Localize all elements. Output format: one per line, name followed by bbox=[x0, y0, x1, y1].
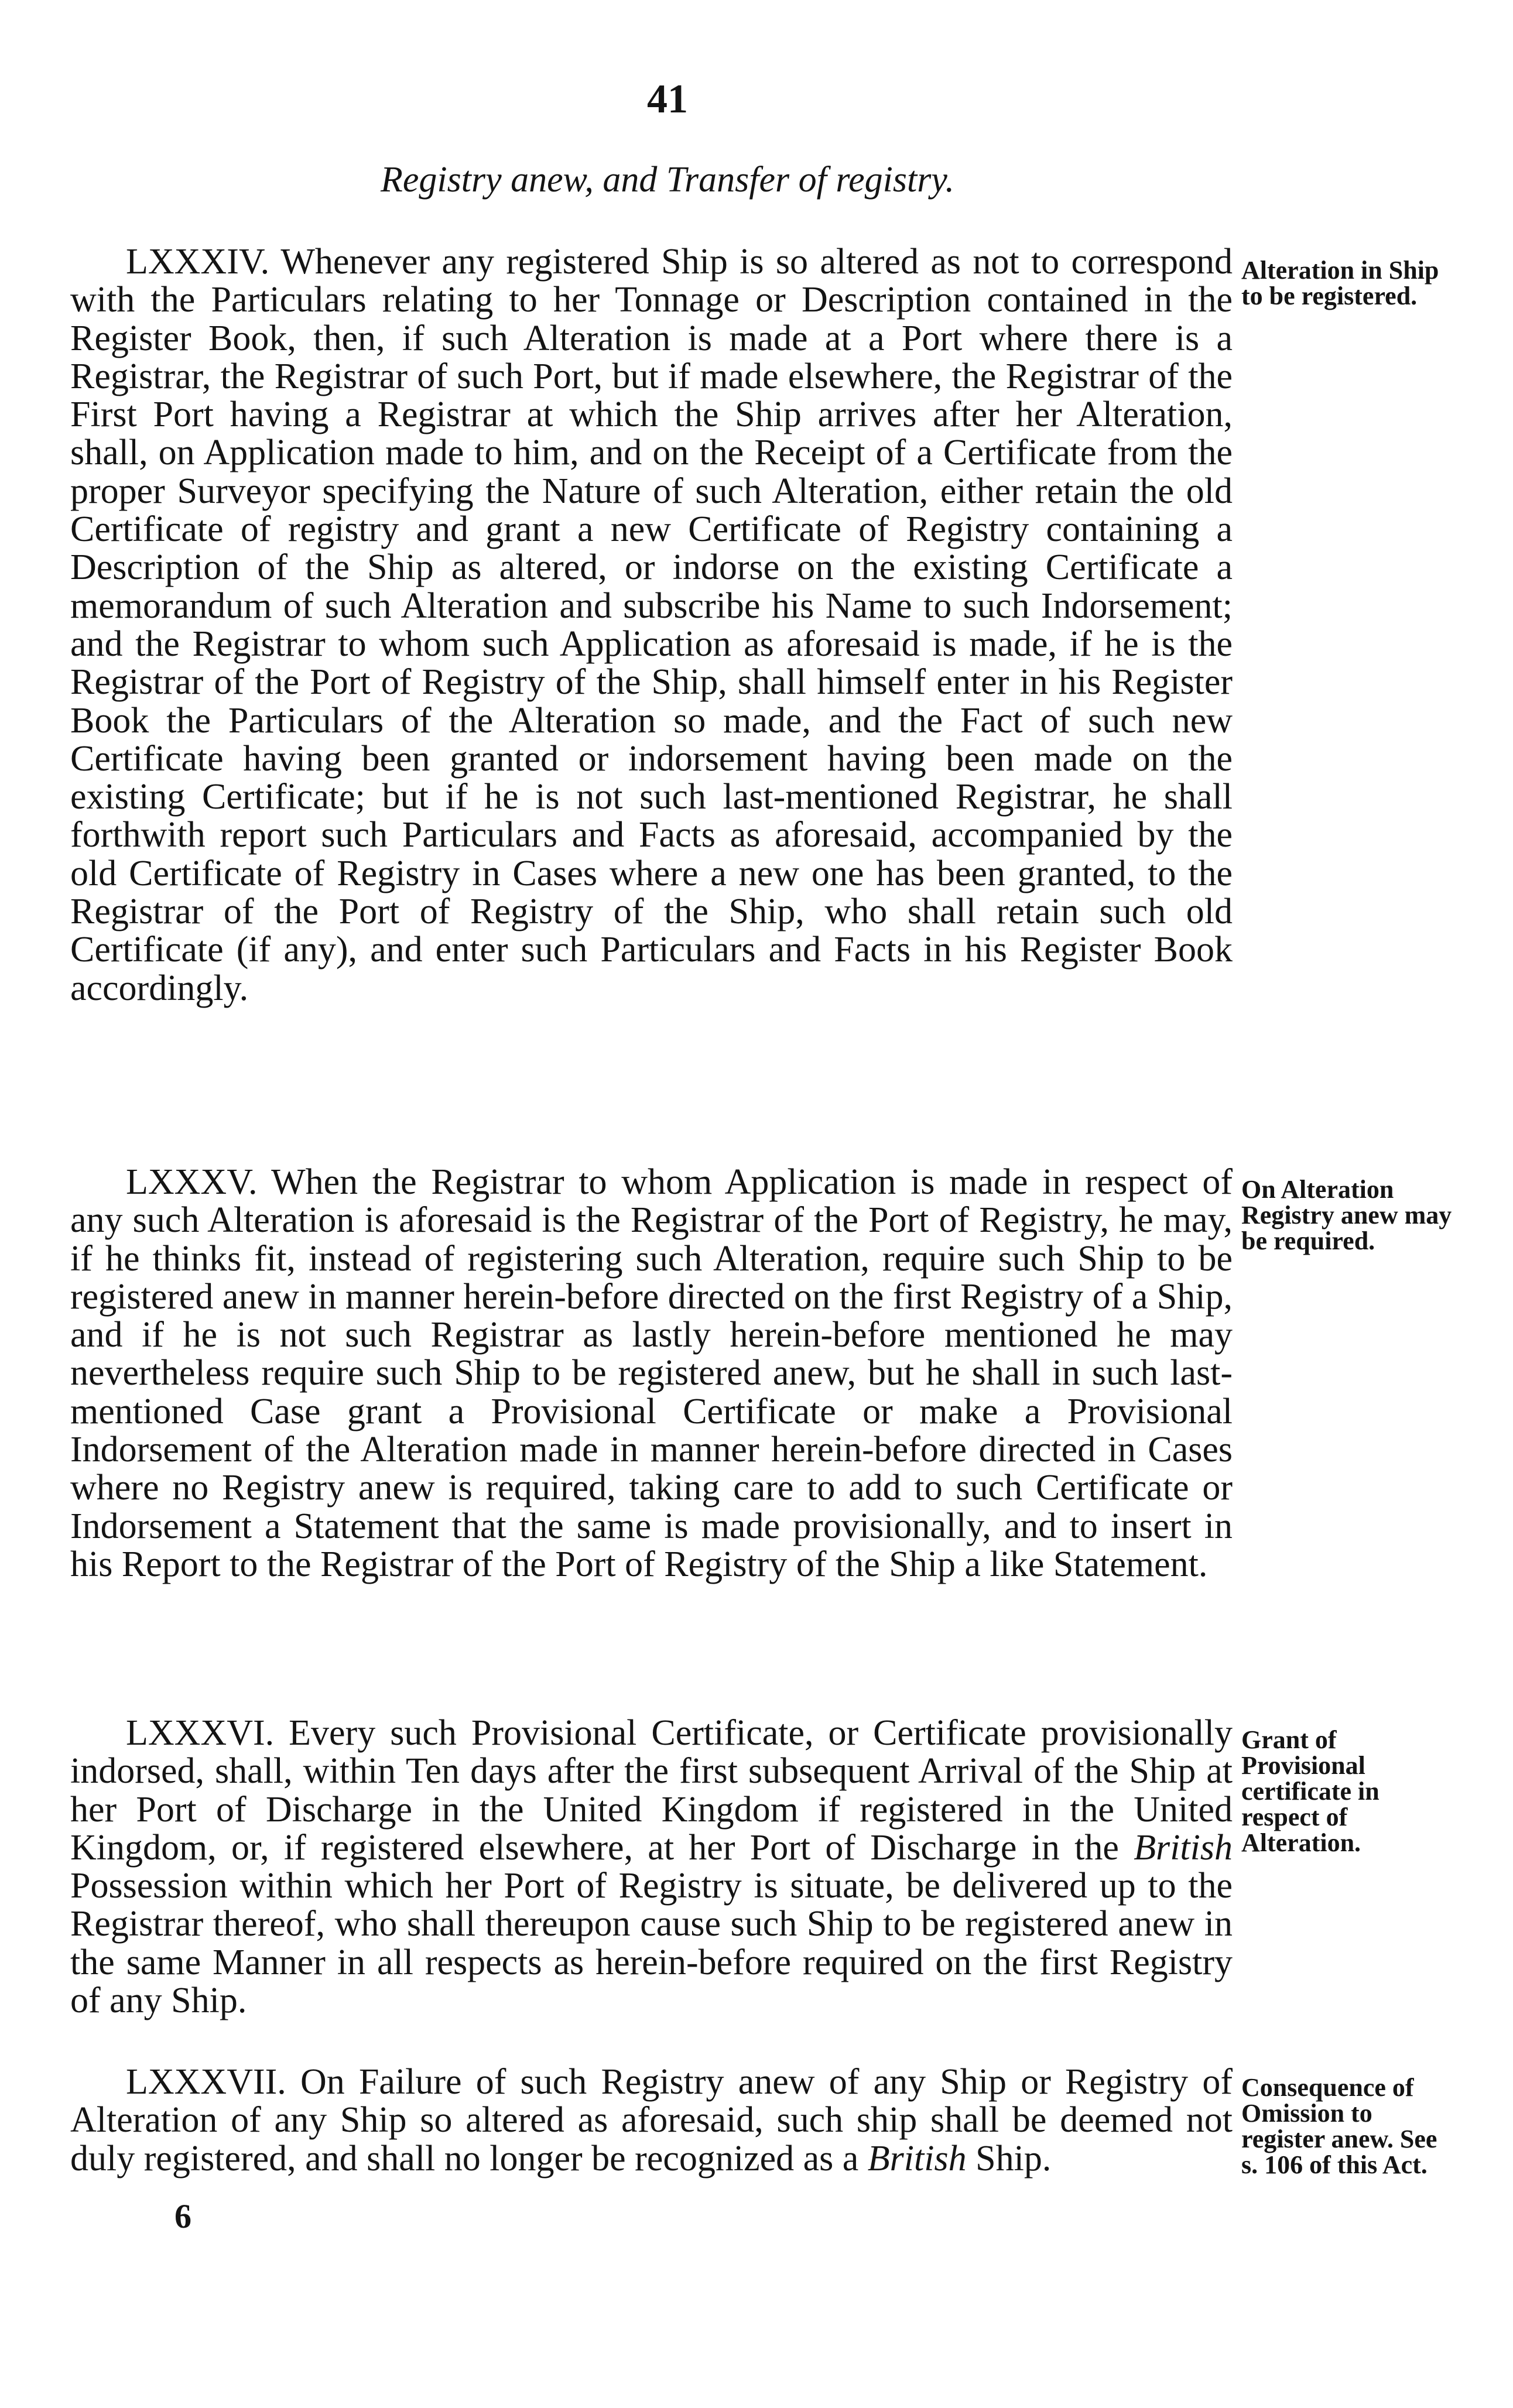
marginal-note-lxxxv: On Alteration Registry anew may be required. bbox=[1241, 1175, 1452, 1255]
section-number: LXXXVI. bbox=[126, 1713, 275, 1753]
running-head: Registry anew, and Transfer of registry. bbox=[381, 160, 954, 200]
section-number: LXXXIV. bbox=[126, 242, 270, 282]
section-number: LXXXV. bbox=[126, 1162, 258, 1202]
section-lxxxvii bbox=[70, 2063, 1233, 2178]
signature-mark: 6 bbox=[174, 2197, 191, 2235]
section-lxxxiv bbox=[70, 243, 1233, 1008]
section-lxxxv bbox=[70, 1163, 1233, 1584]
section-text: When the Registrar to whom Application is made in respect of any such Alteration is aforesaid is the Registrar of the Port of Registry, he may, if he thinks fit, instead of registering such Alteration, require such Ship to be registered anew in manner herein-before directed on the first Registry of a Ship, and if he is not such Registrar as lastly herein-before mentioned he may nevertheless require such Ship to be registered anew, but he shall in such last-mentioned Case grant a Provisional Certificate or make a Provisional Indorsement of the Alteration made in manner herein-before directed in Cases where no Registry anew is required, taking care to add to such Certificate or Indorsement a Statement that the same is made provisionally, and to insert in his Report to the Registrar of the Port of Registry of the Ship a like Statement. bbox=[70, 1162, 1233, 1584]
section-text-before: Every such Provisional Certificate, or Certificate provisionally indorsed, shall, within Ten days after the first subsequent Arrival of the Ship at her Port of Discharge in the United Kingdom if registered in the United Kingdom, or, if registered elsewhere, at her Port of Discharge in the bbox=[70, 1713, 1233, 1868]
section-text-after: Ship. bbox=[966, 2138, 1052, 2178]
section-text: Whenever any registered Ship is so altered as not to correspond with the Particulars relating to her Tonnage or Description contained in the Register Book, then, if such Alteration is made at a Port where there is a Registrar, the Registrar of such Port, but if made elsewhere, the Registrar of the First Port having a Registrar at which the Ship arrives after her Alteration, shall, on Application made to him, and on the Receipt of a Certificate from the proper Surveyor specifying the Nature of such Alteration, either retain the old Certificate of registry and grant a new Certificate of Registry containing a Description of the Ship as altered, or indorse on the existing Certificate a memorandum of such Alteration and subscribe his Name to such Indorsement; and the Registrar to whom such Application as aforesaid is made, if he is the Registrar of the Port of Registry of the Ship, shall himself enter in his Register Book the Particulars of the Alteration so made, and the Fact of such new Certificate having been granted or indorsement having been made on the existing Certificate; but if he is not such last-mentioned Registrar, he shall forthwith report such Particulars and Facts as aforesaid, accompanied by the old Certificate of Registry in Cases where a new one has been granted, to the Registrar of the Port of Registry of the Ship, who shall retain such old Certificate (if any), and enter such Particulars and Facts in his Register Book accordingly. bbox=[70, 242, 1233, 1008]
section-text-italic: British bbox=[867, 2138, 967, 2178]
section-text-after: Possession within which her Port of Registry is situate, be delivered up to the Registrar thereof, who shall thereupon cause such Ship to be registered anew in the same Manner in all respects as herein-before required on the first Registry of any Ship. bbox=[70, 1866, 1233, 2021]
section-text-italic: British bbox=[1134, 1827, 1233, 1868]
marginal-note-lxxxvii: Consequence of Omission to register anew. See s. 106 of this Act. bbox=[1241, 2073, 1437, 2179]
section-number: LXXXVII. bbox=[126, 2062, 286, 2102]
section-lxxxvi bbox=[70, 1714, 1233, 2020]
page-number: 41 bbox=[647, 77, 688, 122]
marginal-note-lxxxiv: Alteration in Ship to be registered. bbox=[1241, 256, 1439, 310]
marginal-note-lxxxvi: Grant of Provisional certificate in respect of Alteration. bbox=[1241, 1725, 1380, 1857]
section-text-before: On Failure of such Registry anew of any Ship or Registry of Alteration of any Ship so altered as aforesaid, such ship shall be deemed not duly registered, and shall no longer be recognized as a bbox=[70, 2062, 1233, 2178]
